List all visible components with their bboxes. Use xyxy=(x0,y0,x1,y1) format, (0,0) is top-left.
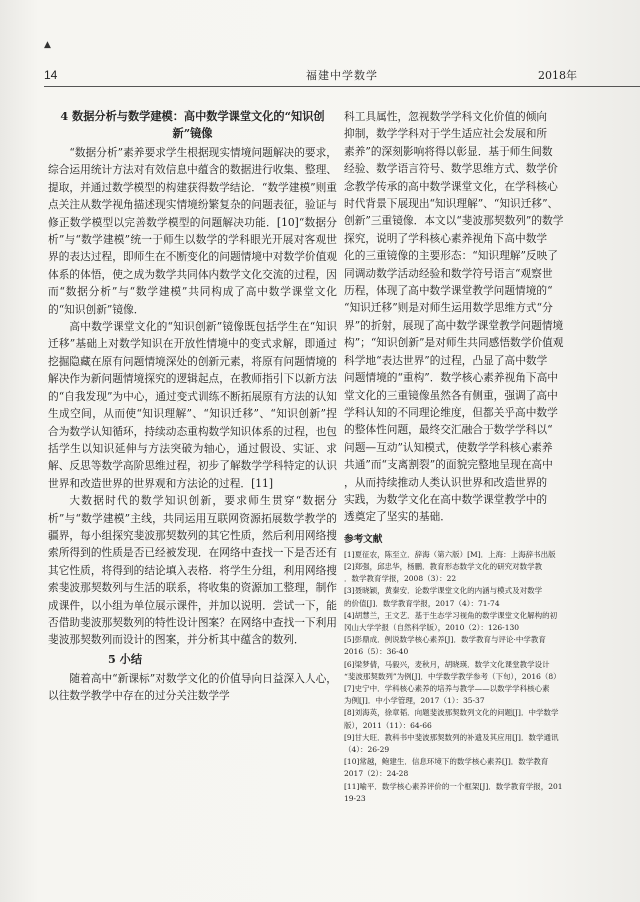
reference-item: [10]常越，鲍建生．信息环境下的数学核心素养[J]．数学教育 xyxy=(344,757,549,767)
reference-item: [9]甘大旺．教科书中斐波那契数列的补遗及其应用[J]．数学通讯 xyxy=(344,732,559,742)
text-line: 构”；“知识创新”是对师生共同感悟数学价值观 xyxy=(344,336,564,350)
paragraph: “数据分析”素养要求学生根据现实情境问题解决的要求，综合运用统计方法对有效信息中蕴含的数据进行收集、整理、提取，并通过数学模型的构建获得数学结论．“数学建模”则重点关注从数学视角描述现实情境纷繁复杂的问题表征，验证与修正数学模型以完善数学模型的问题解决功能．[10]“数据分析”与“数学建模”统一于师生以数学的学科眼光开展对客观世界的表达过程，即师生在不断变化的问题情境中对数学价值观体系的体悟，使之成为数学共同体内数学文化交流的过程，因而“数据分析”与“数学建模”共同构成了高中数学课堂文化的“知识创新”镜像． xyxy=(48,146,337,316)
text-line: 历程，体现了高中数学课堂教学问题情境的“ xyxy=(344,284,553,298)
text-line: 科学地“表达世界”的过程，凸显了高中数学 xyxy=(344,353,548,367)
text-line: 经验、数学语言符号、数学思维方式、数学价 xyxy=(344,162,558,176)
text-line: 的整体性问题，最终交汇融合于数学学科以“ xyxy=(344,423,553,437)
paragraph: 随着高中“新课标”对数学文化的价值导向日益深入人心，以往数学教学中存在的过分关注数学学 xyxy=(48,671,337,703)
reference-item: ．数学教育学报，2008（3）：22 xyxy=(344,574,457,584)
text-line: 界”的折射，展现了高中数学课堂教学问题情境 xyxy=(344,318,564,332)
text-line: 探究，说明了学科核心素养视角下高中数学 xyxy=(344,231,548,245)
reference-item: [2]郑强，邱忠华，杨鹏．教育形态数学文化的研究对数学教 xyxy=(344,561,543,571)
reference-item: [7]史宁中．学科核心素养的培养与教学——以数学学科核心素 xyxy=(344,683,550,693)
section-5-heading: 5 小结 xyxy=(108,651,143,666)
text-line: 堂文化的三重镜像虽然各有侧重，强调了高中 xyxy=(344,388,558,402)
reference-list xyxy=(344,549,640,805)
text-line: 化的三重镜像的主要形态：“知识理解”反映了 xyxy=(344,249,558,263)
reference-item: [4]胡慧兰，王文艺．基于生态学习视角的数学课堂文化解构的初 xyxy=(344,610,558,620)
reference-item: [5]彭鼎成．例说数学核心素养[J]．数学教育与评论·中学教育 xyxy=(344,635,546,645)
right-column xyxy=(344,108,640,868)
page-number: 14 xyxy=(44,68,58,82)
left-column xyxy=(48,108,337,868)
reference-item: [1]夏征农，陈至立．辞海（第六版）[M]．上海：上海辞书出版 xyxy=(344,549,556,559)
reference-item: [8]刘海英，徐章韬．向题斐波那契数列文化的问题[J]．中学数学 xyxy=(344,708,559,718)
references-heading: 参考文献 xyxy=(344,533,383,545)
reference-item: [11]喻平．数学核心素养评价的一个框架[J]．数学教育学报，201 xyxy=(344,781,563,791)
text-line: “知识迁移”则是对师生运用数学思维方式“分 xyxy=(344,301,553,315)
reference-item: 冈山大学学报（自然科学版），2010（2）：126-130 xyxy=(344,622,520,632)
text-line: 透奠定了坚实的基础． xyxy=(344,510,451,524)
text-line: 实践，为数学文化在高中数学课堂教学中的 xyxy=(344,492,548,506)
registration-mark: ▲ xyxy=(44,40,51,50)
text-line: 问题情境的“重构”．数学核心素养视角下高中 xyxy=(344,371,558,385)
text-line: 抑制，数学学科对于学生适应社会发展和所 xyxy=(344,127,548,141)
paragraph: 大数据时代的数学知识创新，要求师生贯穿“数据分析”与“数学建模”主线，共同运用互联网资源拓展数学教学的疆界，每小组探究斐波那契数列的其它性质，然后利用网络搜索所得到的性质是否已经被发现．在网络中查找一下是否还有其它性质，将得到的结论填入表格．将学生分组，利用网络搜索斐波那契数列与生活的联系，将收集的资源加工整理，制作成课件，以小组为单位展示课件，并加以说明．尝试一下，能否借助斐波那契数列的特性设计图案？在网络中查找一下利用斐波那契数列而设计的图案，并分析其中蕴含的数列． xyxy=(48,494,337,647)
reference-item: [3]聂晓颖，黄秦安．论数学课堂文化的内涵与模式及对数学 xyxy=(344,586,543,596)
running-header xyxy=(44,66,640,88)
reference-item: （4）：26-29 xyxy=(344,745,390,754)
text-line: 时代背景下展现出“知识理解”、“知识迁移”、 xyxy=(344,197,559,211)
reference-item: 19-23 xyxy=(344,793,366,803)
text-line: 学科认知的不同理论维度，但都关乎高中数学 xyxy=(344,405,558,419)
reference-item: 为例[J]．中小学管理，2017（1）：35-37 xyxy=(344,696,485,706)
text-line: 素养”的深刻影响将得以彰显．基于师生间数 xyxy=(344,144,553,158)
text-line: 同调动数学活动经验和数学符号语言“观察世 xyxy=(344,266,553,280)
reference-item: 的价值[J]．数学教育学报，2017（4）：71-74 xyxy=(344,598,500,608)
reference-item: [6]梁梦倩，马毅兴，麦秋月，胡晓瑛．数学文化课堂教学设计 xyxy=(344,659,550,669)
journal-name: 福建中学数学 xyxy=(306,69,378,82)
reference-item: “斐波那契数列”为例[J]．中学数学教学参考（下旬），2016（8） xyxy=(344,671,561,681)
paragraph: 高中数学课堂文化的“知识创新”镜像既包括学生在“知识迁移”基础上对数学知识在开放性情境中的变式求解，即通过挖掘隐藏在原有问题情境深处的创新元素，将原有问题情境的解决作为新问题情境探究的逻辑起点，在教师指引下以新方法的“自我发现”为中心，通过变式训练不断拓展原有方法的认知生成空间，从而使“知识理解”、“知识迁移”、“知识创新”捏合为数学认知循环，持续动态重构数学知识体系的过程，也包括学生以知识延伸与方法突破为轴心，通过假设、实证、求解、反思等数学高阶思维过程，初步了解数学学科特定的认识世界和改造世界的世界观和方法论的过程．[11] xyxy=(48,320,337,490)
section-4-heading: 4 数据分析与数学建模：高中数学课堂文化的“知识创新”镜像 xyxy=(60,109,325,140)
reference-item: 2016（5）：36-40 xyxy=(344,647,409,657)
journal-year: 2018年 xyxy=(538,69,577,82)
reference-item: 2017（2）：24-28 xyxy=(344,769,409,779)
text-line: 科工具属性，忽视数学学科文化价值的倾向 xyxy=(344,110,548,123)
text-line: ，从而持续推动人类认识世界和改造世界的 xyxy=(344,475,548,489)
reference-item: 版），2011（11）：64-66 xyxy=(344,720,432,730)
text-line: 念教学传承的高中数学课堂文化，在学科核心 xyxy=(344,179,558,193)
text-line: 创新”三重镜像．本文以“斐波那契数列”的数学 xyxy=(344,214,564,228)
header-rule xyxy=(44,86,640,87)
text-line: 共通”而“支离割裂”的面貌完整地呈现在高中 xyxy=(344,458,553,472)
text-line: 问题—互动”认知模式，使数学学科核心素养 xyxy=(344,440,553,454)
conclusion-text xyxy=(344,108,640,526)
